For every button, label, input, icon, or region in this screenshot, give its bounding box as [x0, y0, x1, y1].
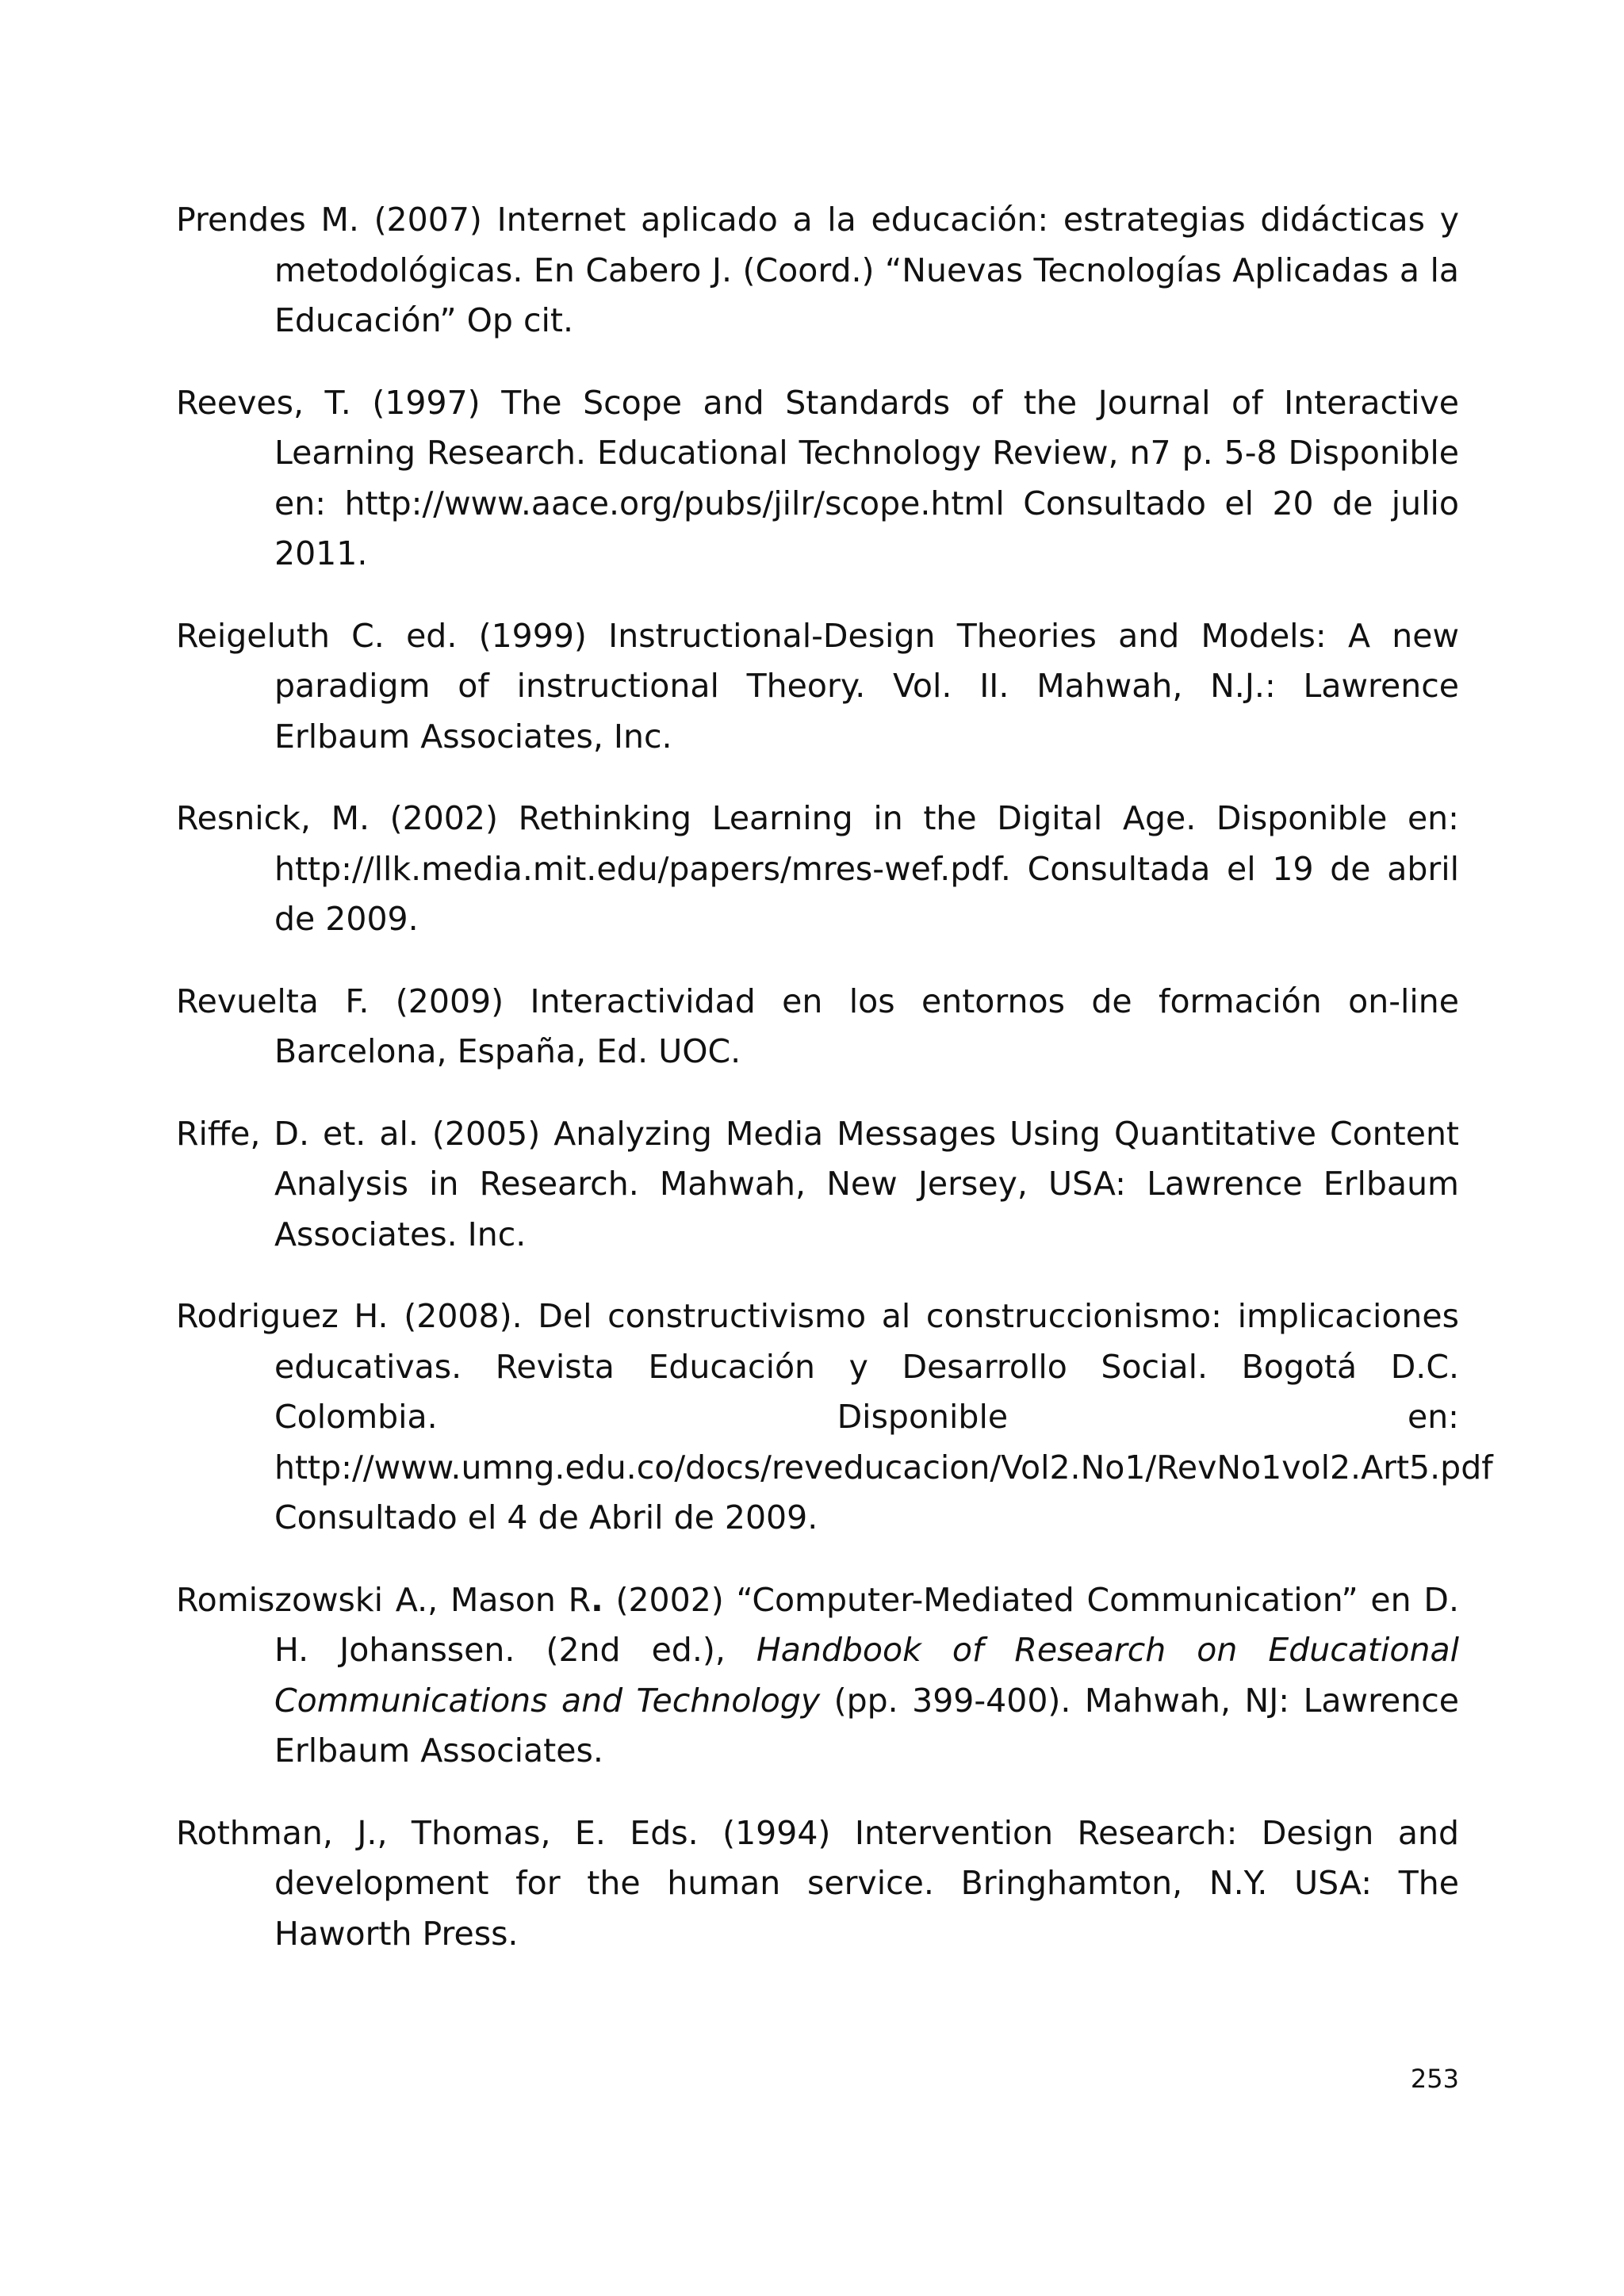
reference-list	[176, 195, 1493, 1991]
reference-prendes: Prendes M. (2007) Internet aplicado a la educación: estrategias didácticas y metodológicas. En Cabero J. (Coord.) “Nuevas Tecnologías Aplicadas a la Educación” Op cit.	[176, 201, 1459, 339]
reference-revuelta: Revuelta F. (2009) Interactividad en los entornos de formación on-line Barcelona, España, Ed. UOC.	[176, 982, 1459, 1070]
reference-resnick: Resnick, M. (2002) Rethinking Learning in the Digital Age. Disponible en: http://llk.media.mit.edu/papers/mres-wef.pdf. Consultada el 19 de abril de 2009.	[176, 799, 1459, 938]
reference-rothman: Rothman, J., Thomas, E. Eds. (1994) Intervention Research: Design and development for the human service. Bringhamton, N.Y. USA: The Haworth Press.	[176, 1813, 1459, 1953]
page-number: 253	[1410, 2064, 1459, 2094]
reference-romiszowski-bold-period: .	[591, 1580, 603, 1619]
reference-romiszowski-tail: (pp. 399-400). Mahwah, NJ: Lawrence Erlbaum Associates.	[274, 1681, 1459, 1770]
reference-riffe: Riffe, D. et. al. (2005) Analyzing Media Messages Using Quantitative Content Analysis in Research. Mahwah, New Jersey, USA: Lawrence Erlbaum Associates. Inc.	[176, 1114, 1459, 1253]
reference-romiszowski-book-title: Handbook of Research on Educational Communications and Technology	[274, 1631, 1459, 1720]
reference-romiszowski-authors: Romiszowski A., Mason R	[176, 1580, 592, 1619]
reference-romiszowski-middle: (2002) “Computer-Mediated Communication” en D. H. Johanssen. (2nd ed.),	[274, 1580, 1459, 1669]
reference-reeves: Reeves, T. (1997) The Scope and Standards of the Journal of Interactive Learning Research. Educational Technology Review, n7 p. 5-8 Disponible en: http://www.aace.org/pubs/jilr/scope.html Consultado el 20 de julio 2011.	[176, 383, 1459, 572]
reference-rodriguez: Rodriguez H. (2008). Del constructivismo al construccionismo: implicaciones educativas. Revista Educación y Desarrollo Social. Bogotá D.C. Colombia. Disponible en: http://www.umng.edu.co/docs/reveducacion/Vol2.No1/RevNo1vol2.Art5.pdf Consultado el 4 de Abril de 2009.	[176, 1297, 1493, 1536]
reference-romiszowski	[176, 1575, 1459, 1777]
reference-reigeluth: Reigeluth C. ed. (1999) Instructional-Design Theories and Models: A new paradigm of instructional Theory. Vol. II. Mahwah, N.J.: Lawrence Erlbaum Associates, Inc.	[176, 616, 1459, 756]
